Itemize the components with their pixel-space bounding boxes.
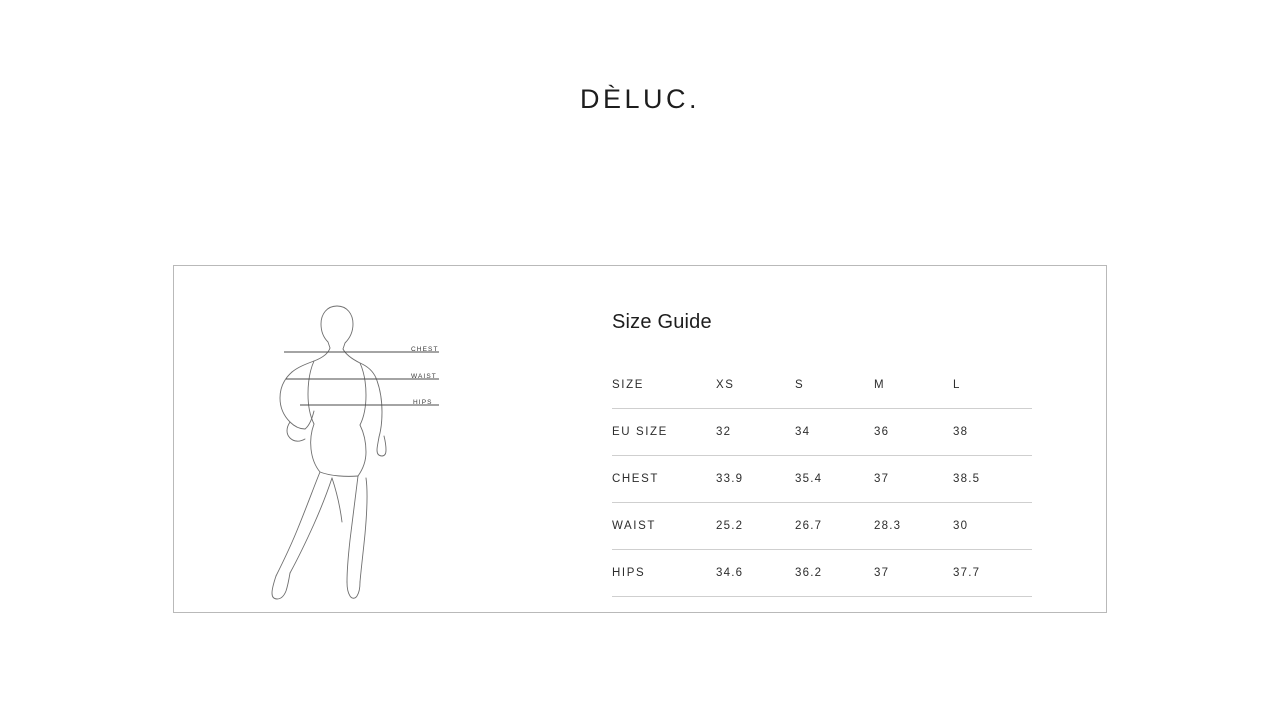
cell-hips-s: 36.2	[795, 550, 874, 597]
column-header-l: L	[953, 362, 1032, 409]
body-figure-panel	[174, 266, 614, 612]
cell-waist-l: 30	[953, 503, 1032, 550]
table-header-row	[612, 362, 1032, 409]
row-label-waist: WAIST	[612, 503, 716, 550]
brand-wordmark: DÈLUC.	[579, 84, 701, 114]
table-row	[612, 503, 1032, 550]
cell-waist-s: 26.7	[795, 503, 874, 550]
cell-chest-l: 38.5	[953, 456, 1032, 503]
waist-measure-label: WAIST	[411, 373, 437, 380]
size-guide-title: Size Guide	[612, 311, 712, 333]
cell-eu-size-l: 38	[953, 409, 1032, 456]
row-label-chest: CHEST	[612, 456, 716, 503]
cell-hips-m: 37	[874, 550, 953, 597]
size-guide-table	[612, 362, 1032, 597]
cell-chest-xs: 33.9	[716, 456, 795, 503]
table-row	[612, 550, 1032, 597]
row-label-eu-size: EU SIZE	[612, 409, 716, 456]
cell-eu-size-s: 34	[795, 409, 874, 456]
cell-waist-xs: 25.2	[716, 503, 795, 550]
hips-measure-label: HIPS	[413, 399, 433, 406]
cell-eu-size-m: 36	[874, 409, 953, 456]
table-row	[612, 409, 1032, 456]
size-guide-panel	[612, 311, 1052, 597]
size-guide-card	[173, 265, 1107, 613]
cell-chest-s: 35.4	[795, 456, 874, 503]
column-header-m: M	[874, 362, 953, 409]
female-body-outline-icon	[174, 266, 614, 612]
table-row	[612, 456, 1032, 503]
column-header-size: SIZE	[612, 362, 716, 409]
column-header-xs: XS	[716, 362, 795, 409]
row-label-hips: HIPS	[612, 550, 716, 597]
cell-eu-size-xs: 32	[716, 409, 795, 456]
cell-hips-xs: 34.6	[716, 550, 795, 597]
chest-measure-label: CHEST	[411, 346, 439, 353]
column-header-s: S	[795, 362, 874, 409]
cell-waist-m: 28.3	[874, 503, 953, 550]
cell-chest-m: 37	[874, 456, 953, 503]
cell-hips-l: 37.7	[953, 550, 1032, 597]
